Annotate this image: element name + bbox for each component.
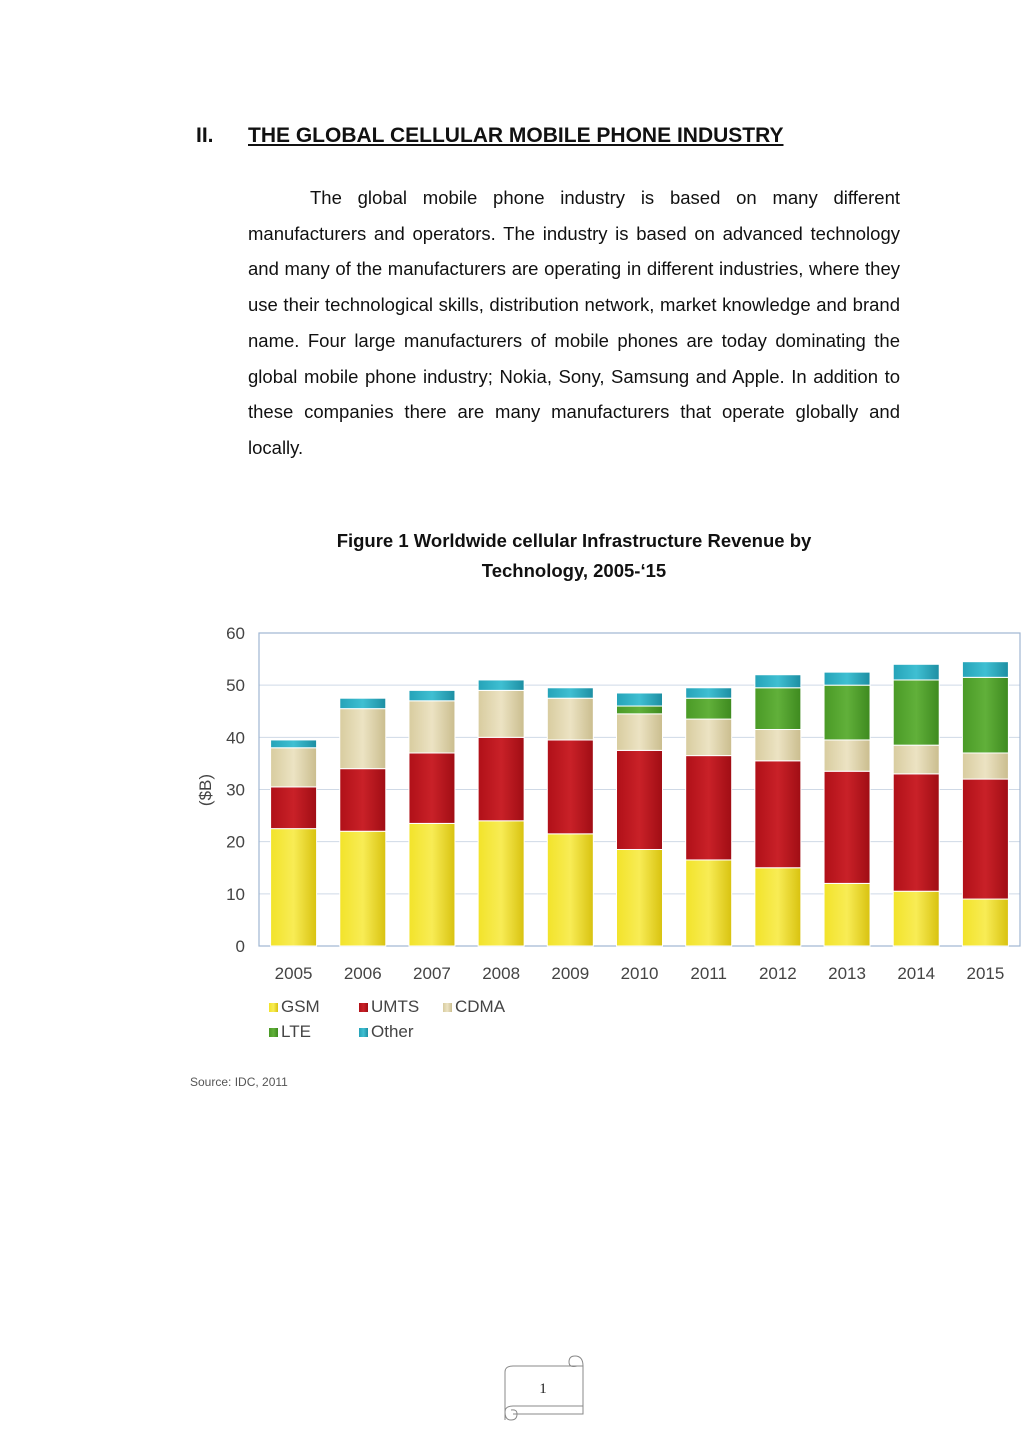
bar-segment-gsm-2014 <box>893 891 939 946</box>
x-tick-label: 2010 <box>620 964 659 983</box>
y-tick-label: 40 <box>226 728 245 748</box>
bar-segment-other-2013 <box>824 672 870 685</box>
x-tick-label: 2011 <box>690 964 727 983</box>
bar-segment-cdma-2010 <box>617 714 663 751</box>
bar-segment-other-2006 <box>340 698 386 708</box>
bar-segment-cdma-2014 <box>893 745 939 774</box>
bar-segment-other-2007 <box>409 690 455 700</box>
bar-segment-cdma-2007 <box>409 701 455 753</box>
figure-caption-line-1: Figure 1 Worldwide cellular Infrastructure Revenue by <box>336 530 812 551</box>
bar-segment-lte-2014 <box>893 680 939 745</box>
bar-segment-gsm-2015 <box>962 899 1008 946</box>
bar-segment-gsm-2011 <box>686 860 732 946</box>
bar-segment-other-2008 <box>478 680 524 690</box>
bar-segment-other-2012 <box>755 675 801 688</box>
bar-segment-cdma-2008 <box>478 690 524 737</box>
legend-label-cdma: CDMA <box>455 997 506 1016</box>
legend-swatch-cdma <box>443 1003 452 1012</box>
x-tick-label: 2005 <box>274 964 313 983</box>
section-title: THE GLOBAL CELLULAR MOBILE PHONE INDUSTRY <box>248 124 784 147</box>
bar-segment-umts-2006 <box>340 769 386 832</box>
bar-segment-umts-2013 <box>824 771 870 883</box>
y-tick-label: 30 <box>226 780 245 800</box>
bar-segment-gsm-2013 <box>824 883 870 946</box>
bar-segment-umts-2014 <box>893 774 939 891</box>
legend <box>269 997 506 1041</box>
y-tick-label: 50 <box>226 676 245 696</box>
legend-label-other: Other <box>371 1022 414 1041</box>
bar-segment-umts-2012 <box>755 761 801 868</box>
bar-segment-gsm-2008 <box>478 821 524 946</box>
x-tick-label: 2015 <box>966 964 1005 983</box>
bar-segment-gsm-2006 <box>340 831 386 946</box>
bar-segment-cdma-2015 <box>962 753 1008 779</box>
bar-segment-other-2009 <box>547 688 593 698</box>
bar-segment-other-2015 <box>962 662 1008 678</box>
bar-segment-lte-2013 <box>824 685 870 740</box>
y-axis-ticks <box>226 624 245 956</box>
bar-segment-gsm-2009 <box>547 834 593 946</box>
y-tick-label: 0 <box>235 937 245 956</box>
bar-segment-lte-2015 <box>962 677 1008 753</box>
legend-label-lte: LTE <box>281 1022 311 1041</box>
bar-segment-umts-2011 <box>686 756 732 860</box>
x-axis-ticks <box>275 964 1005 983</box>
bar-segment-cdma-2009 <box>547 698 593 740</box>
section-heading <box>196 124 784 148</box>
bar-segment-umts-2007 <box>409 753 455 823</box>
bar-series-group <box>271 662 1009 946</box>
bar-segment-gsm-2010 <box>617 849 663 946</box>
revenue-chart <box>185 620 1024 1095</box>
bar-segment-lte-2012 <box>755 688 801 730</box>
bar-segment-other-2005 <box>271 740 317 748</box>
y-tick-label: 10 <box>226 884 245 904</box>
bar-segment-umts-2010 <box>617 750 663 849</box>
bar-segment-other-2010 <box>617 693 663 706</box>
bar-segment-cdma-2013 <box>824 740 870 771</box>
x-tick-label: 2012 <box>758 964 797 983</box>
x-tick-label: 2008 <box>482 964 521 983</box>
legend-swatch-other <box>359 1028 368 1037</box>
x-tick-label: 2009 <box>551 964 590 983</box>
bar-segment-umts-2009 <box>547 740 593 834</box>
bar-segment-gsm-2012 <box>755 868 801 946</box>
bar-segment-cdma-2006 <box>340 709 386 769</box>
legend-swatch-gsm <box>269 1003 278 1012</box>
x-tick-label: 2013 <box>828 964 866 983</box>
bar-segment-umts-2008 <box>478 737 524 820</box>
bar-segment-other-2014 <box>893 664 939 680</box>
bar-segment-lte-2011 <box>686 698 732 719</box>
legend-swatch-lte <box>269 1028 278 1037</box>
chart-source: Source: IDC, 2011 <box>190 1075 288 1089</box>
bar-segment-lte-2010 <box>617 706 663 714</box>
x-tick-label: 2007 <box>413 964 451 983</box>
bar-segment-gsm-2007 <box>409 823 455 946</box>
x-tick-label: 2006 <box>343 964 382 983</box>
page-number: 1 <box>539 1381 547 1397</box>
legend-label-umts: UMTS <box>371 997 420 1016</box>
bar-segment-cdma-2011 <box>686 719 732 756</box>
bar-segment-umts-2015 <box>962 779 1008 899</box>
legend-label-gsm: GSM <box>281 997 320 1016</box>
x-tick-label: 2014 <box>897 964 936 983</box>
y-axis-label: ($B) <box>196 773 215 807</box>
y-tick-label: 20 <box>226 832 245 852</box>
bar-segment-cdma-2012 <box>755 730 801 761</box>
section-number: II. <box>196 124 214 147</box>
page-number-scroll <box>497 1354 593 1426</box>
bar-segment-umts-2005 <box>271 787 317 829</box>
body-paragraph: The global mobile phone industry is based on many different manufacturers and operators. The industry is based on advanced technology and many of the manufacturers are operating in different industries, where they use their technological skills, distribution network, market knowledge and brand name. Four large manufacturers of mobile phones are today dominating the global mobile phone industry; Nokia, Sony, Samsung and Apple. In addition to these companies there are many manufacturers that operate globally and locally. <box>248 187 900 458</box>
figure-caption-line-2: Technology, 2005-‘15 <box>481 560 667 581</box>
bar-segment-cdma-2005 <box>271 748 317 787</box>
figure-caption <box>248 526 900 586</box>
bar-segment-gsm-2005 <box>271 829 317 946</box>
y-tick-label: 60 <box>226 624 245 643</box>
legend-swatch-umts <box>359 1003 368 1012</box>
bar-segment-other-2011 <box>686 688 732 698</box>
